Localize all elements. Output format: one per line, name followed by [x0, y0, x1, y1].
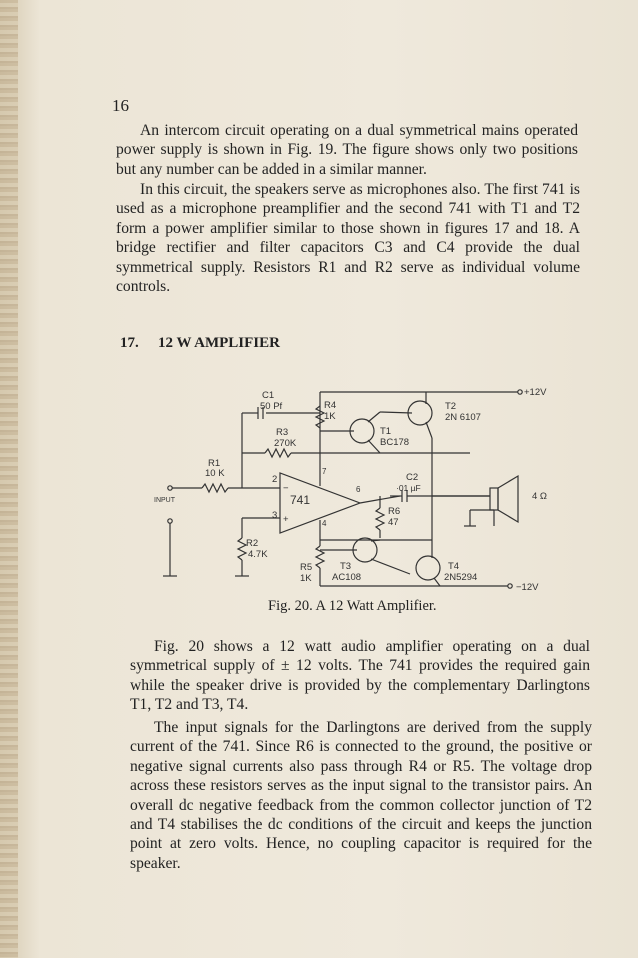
figure-caption: Fig. 20. A 12 Watt Amplifier. — [268, 598, 437, 614]
label-pin7: 7 — [322, 467, 327, 476]
label-pin6: 6 — [356, 485, 361, 494]
label-t3-type: AC108 — [332, 572, 362, 583]
label-pin4: 4 — [322, 519, 327, 528]
label-minus-supply: −12V — [516, 582, 539, 593]
label-t2-type: 2N 6107 — [445, 412, 481, 423]
label-t1: T1 — [380, 426, 392, 437]
paragraph-intercom-2: In this circuit, the speakers serve as microphones also. The first 741 is used as a microphone preamplifier and the second 741 with T1 and T2 form a power amplifier similar to those shown in figures 17 and 18. A bridge rectifier and filter capacitors C3 and C4 provide the dual symmetrical supply. Resistors R1 and R2 serve as individual volume controls. — [116, 181, 580, 296]
label-r1: R1 — [208, 458, 221, 469]
paragraph-amplifier-1: Fig. 20 shows a 12 watt audio amplifier operating on a dual symmetrical supply of ± 12 volts. The 741 provides the required gain while the speaker drive is provided by the complementary Darlingtons T1, T2 and T3, T4. — [130, 638, 590, 714]
label-c2-value: ·01 µF — [396, 483, 421, 493]
label-t4-type: 2N5294 — [444, 572, 478, 583]
label-r5: R5 — [300, 562, 313, 573]
paragraph-amplifier-2: The input signals for the Darlingtons are derived from the supply current of the 741. Since R6 is connected to the ground, the positive or negative signal currents also pass through R4 or R5. The voltage drop across these resistors serves as the input signal to the transistor pairs. An overall dc negative feedback from the common collector junction of T2 and T4 stabilises the dc conditions of the circuit and keeps the junction point at zero volts. Hence, no coupling capacitor is required for the speaker. — [130, 719, 592, 872]
label-r2: R2 — [246, 538, 259, 549]
label-r6-value: 47 — [388, 517, 399, 528]
label-c1: C1 — [262, 390, 275, 401]
label-c1-value: 50 Pf — [260, 401, 283, 412]
page-number: 16 — [112, 96, 129, 115]
label-c2: C2 — [406, 472, 419, 483]
section-heading — [120, 335, 280, 352]
label-r4: R4 — [324, 400, 337, 411]
plus-terminal — [518, 390, 522, 394]
section-title: 12 W AMPLIFIER — [158, 335, 280, 351]
label-r3: R3 — [276, 427, 289, 438]
label-t1-type: BC178 — [380, 437, 410, 448]
label-t3: T3 — [340, 561, 352, 572]
label-pin3: 3 — [272, 510, 278, 521]
label-r3-value: 270K — [274, 438, 297, 449]
label-input: INPUT — [154, 497, 175, 504]
section-number: 17. — [120, 335, 139, 351]
label-r6: R6 — [388, 506, 401, 517]
circuit-diagram — [140, 378, 600, 600]
label-r5-value: 1K — [300, 573, 312, 584]
label-pin2: 2 — [272, 474, 278, 485]
speaker-icon — [490, 488, 498, 510]
label-speaker-impedance: 4 Ω — [532, 491, 548, 502]
label-plus-input: + — [283, 514, 289, 525]
label-t2: T2 — [445, 401, 457, 412]
page-binding-edge — [0, 0, 18, 958]
label-r1-value: 10 K — [205, 468, 225, 479]
label-t4: T4 — [448, 561, 460, 572]
label-plus-supply: +12V — [524, 387, 547, 398]
label-opamp: 741 — [290, 493, 311, 507]
paragraph-intercom-1: An intercom circuit operating on a dual symmetrical mains operated power supply is shown in Fig. 19. The figure shows only two positions but any number can be added in a similar manner. — [116, 122, 578, 178]
label-r4-value: 1K — [324, 411, 336, 422]
label-minus-input: − — [283, 483, 289, 494]
label-r2-value: 4.7K — [248, 549, 268, 560]
minus-terminal — [508, 584, 512, 588]
transistor-t4 — [416, 556, 440, 580]
